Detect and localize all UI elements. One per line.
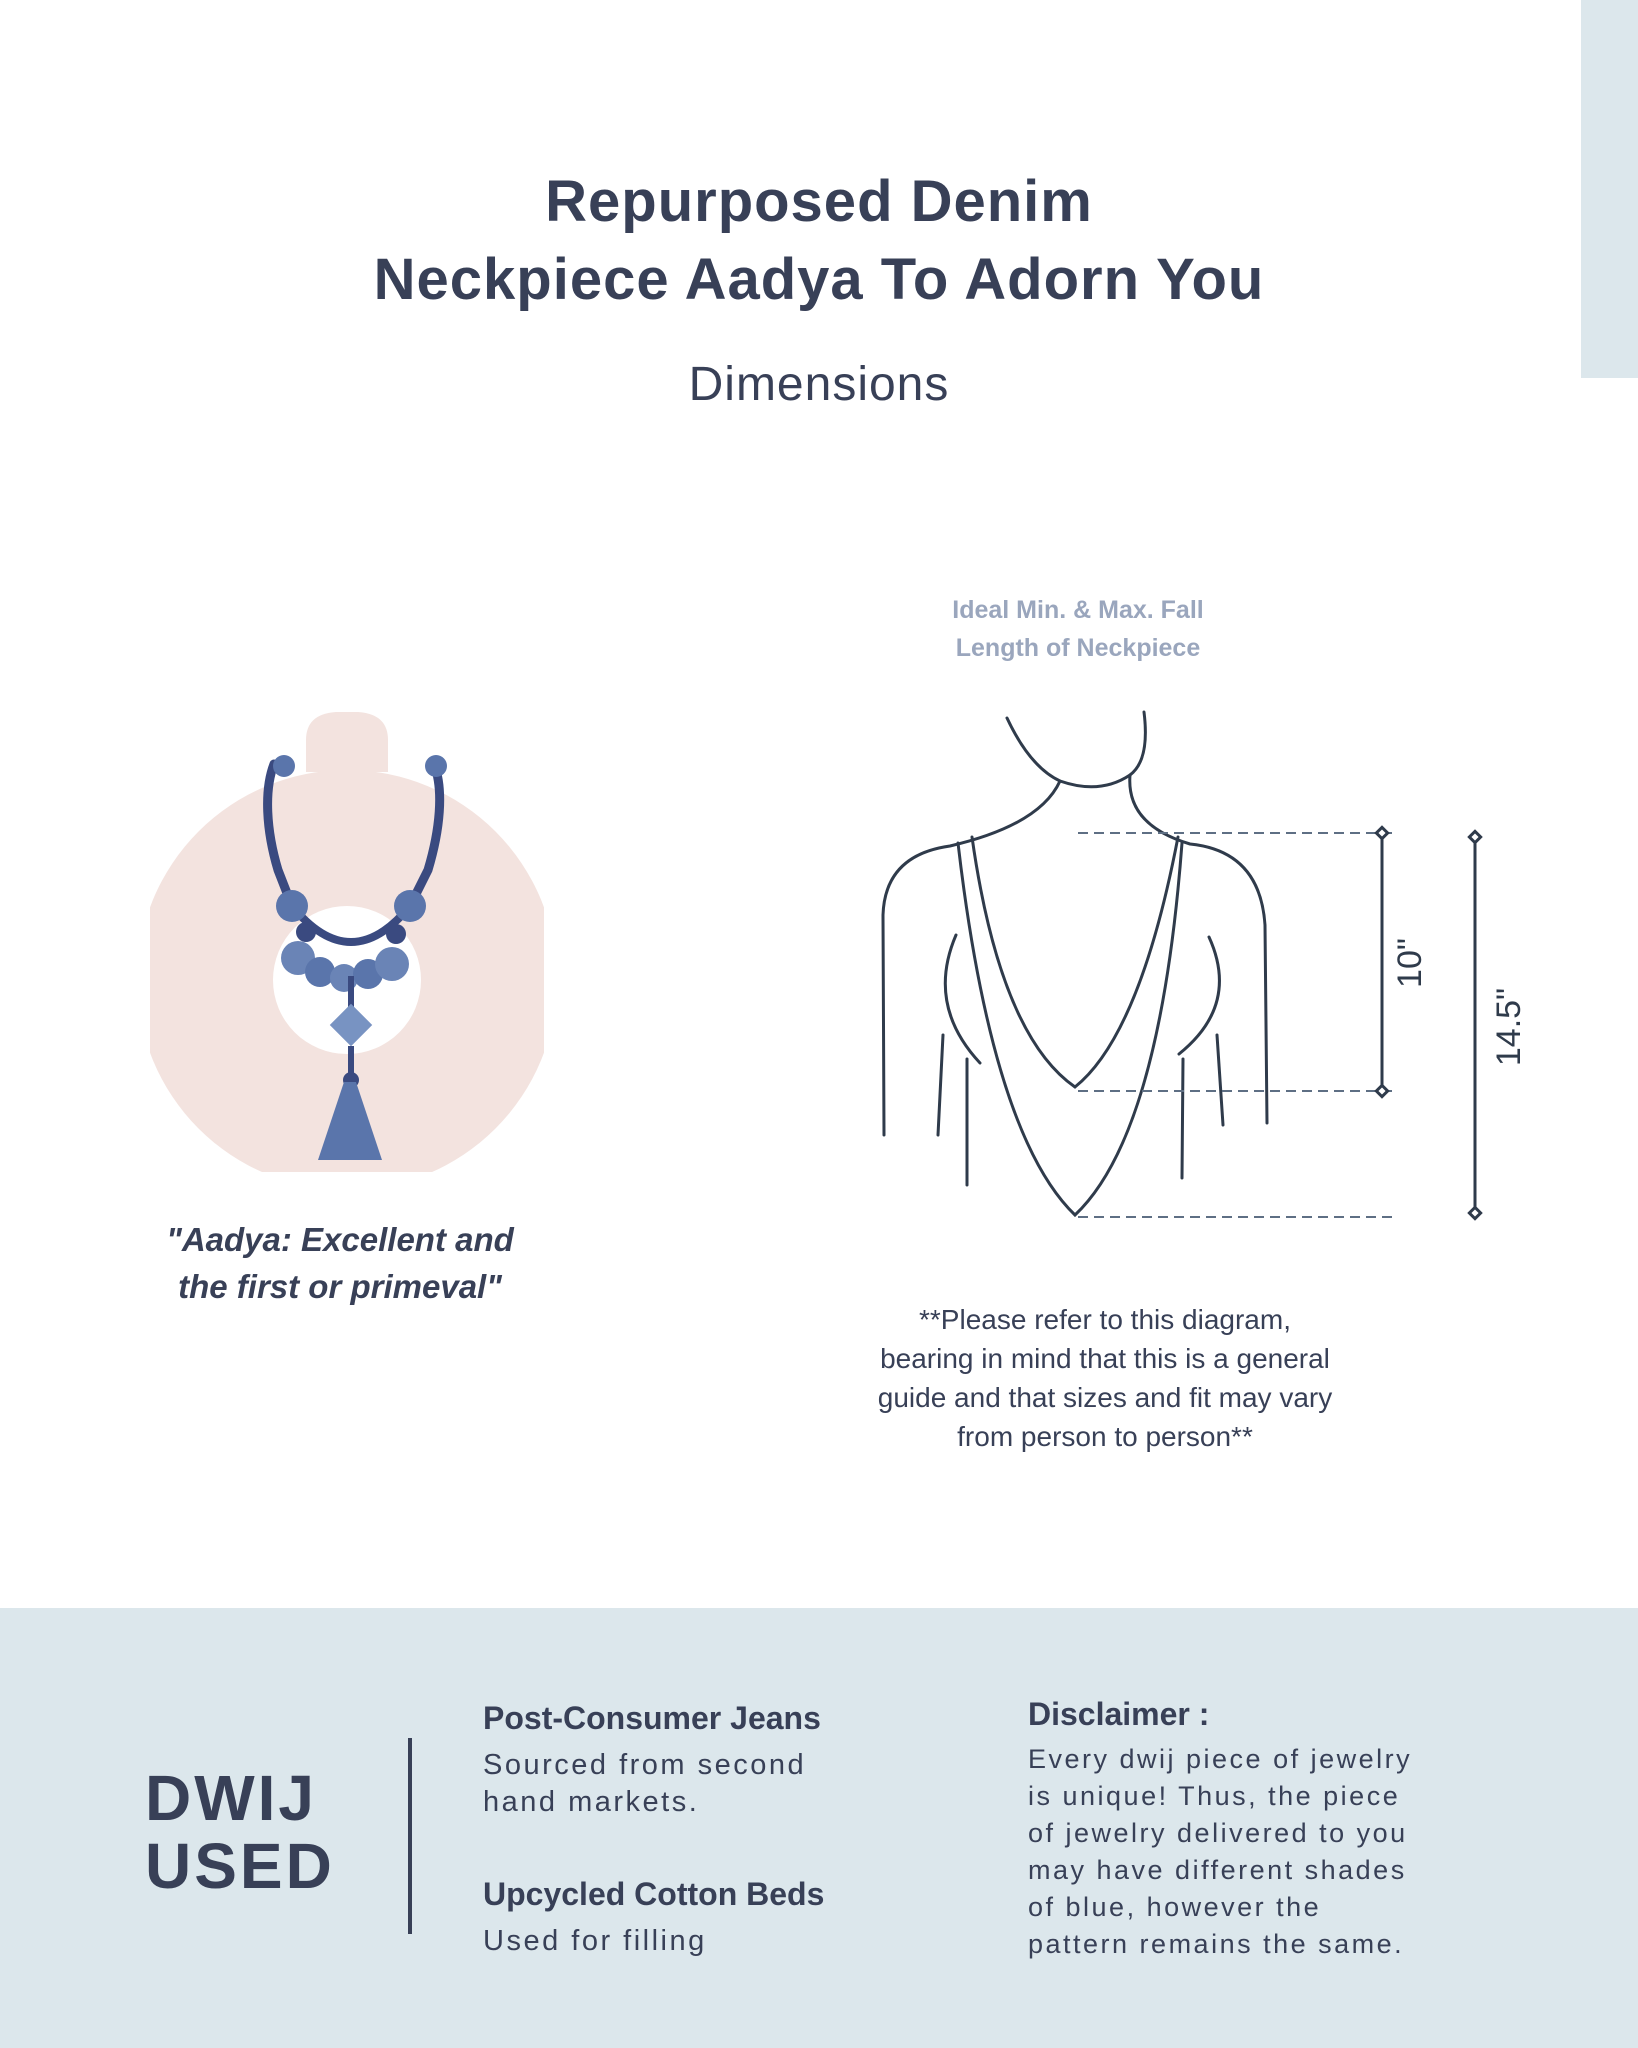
- feature-text-line-1: Sourced from second: [483, 1749, 807, 1781]
- feature-post-consumer-jeans: [483, 1700, 923, 1821]
- disclaimer: [1028, 1696, 1498, 1963]
- feature-text: [483, 1923, 923, 1960]
- disclaimer-line: of blue, however the: [1028, 1892, 1322, 1922]
- note-line-1: **Please refer to this diagram,: [919, 1304, 1291, 1335]
- brand-divider: [408, 1738, 412, 1934]
- disclaimer-line: is unique! Thus, the piece: [1028, 1781, 1401, 1811]
- measurement-guides: [1078, 833, 1395, 1217]
- disclaimer-line: of jewelry delivered to you: [1028, 1818, 1408, 1848]
- long-length-label: 14.5": [1490, 987, 1528, 1067]
- fall-caption-line-2: Length of Neckpiece: [955, 634, 1201, 662]
- disclaimer-text: [1028, 1741, 1498, 1963]
- long-length-bracket: [1469, 831, 1480, 1218]
- fall-length-diagram: [870, 705, 1550, 1225]
- short-length-label: 10": [1391, 938, 1429, 988]
- brand-line-1: DWIJ: [145, 1762, 317, 1834]
- feature-text-line-2: hand markets.: [483, 1786, 700, 1818]
- fall-caption-line-1: Ideal Min. & Max. Fall: [952, 596, 1204, 624]
- section-subtitle: Dimensions: [688, 358, 950, 411]
- disclaimer-title: Disclaimer :: [1028, 1696, 1210, 1732]
- short-length-bracket: [1376, 827, 1387, 1096]
- feature-title: Upcycled Cotton Beds: [483, 1876, 825, 1912]
- disclaimer-line: pattern remains the same.: [1028, 1929, 1405, 1959]
- feature-title: Post-Consumer Jeans: [483, 1700, 821, 1736]
- disclaimer-line: Every dwij piece of jewelry: [1028, 1744, 1413, 1774]
- note-line-4: from person to person**: [957, 1421, 1253, 1452]
- note-line-3: guide and that sizes and fit may vary: [877, 1382, 1333, 1413]
- brand-logo: [145, 1764, 345, 1900]
- title-line-1: Repurposed Denim: [545, 169, 1093, 234]
- fall-length-caption: [878, 591, 1278, 667]
- torso-outline: [883, 712, 1267, 1185]
- disclaimer-line: may have different shades: [1028, 1855, 1407, 1885]
- title-line-2: Neckpiece Aadya To Adorn You: [373, 247, 1265, 312]
- quote-line-2: the first or primeval": [178, 1268, 502, 1305]
- product-photo: [146, 710, 548, 1172]
- sizing-note: [830, 1300, 1380, 1456]
- feature-upcycled-cotton-beds: [483, 1876, 923, 1960]
- feature-text: [483, 1747, 923, 1821]
- necklace-outline: [958, 837, 1182, 1215]
- note-line-2: bearing in mind that this is a general: [880, 1343, 1330, 1374]
- page-title: [0, 163, 1638, 319]
- product-quote: [100, 1216, 580, 1310]
- brand-line-2: USED: [145, 1830, 335, 1902]
- feature-text-line-1: Used for filling: [483, 1925, 707, 1957]
- quote-line-1: "Aadya: Excellent and: [166, 1221, 514, 1258]
